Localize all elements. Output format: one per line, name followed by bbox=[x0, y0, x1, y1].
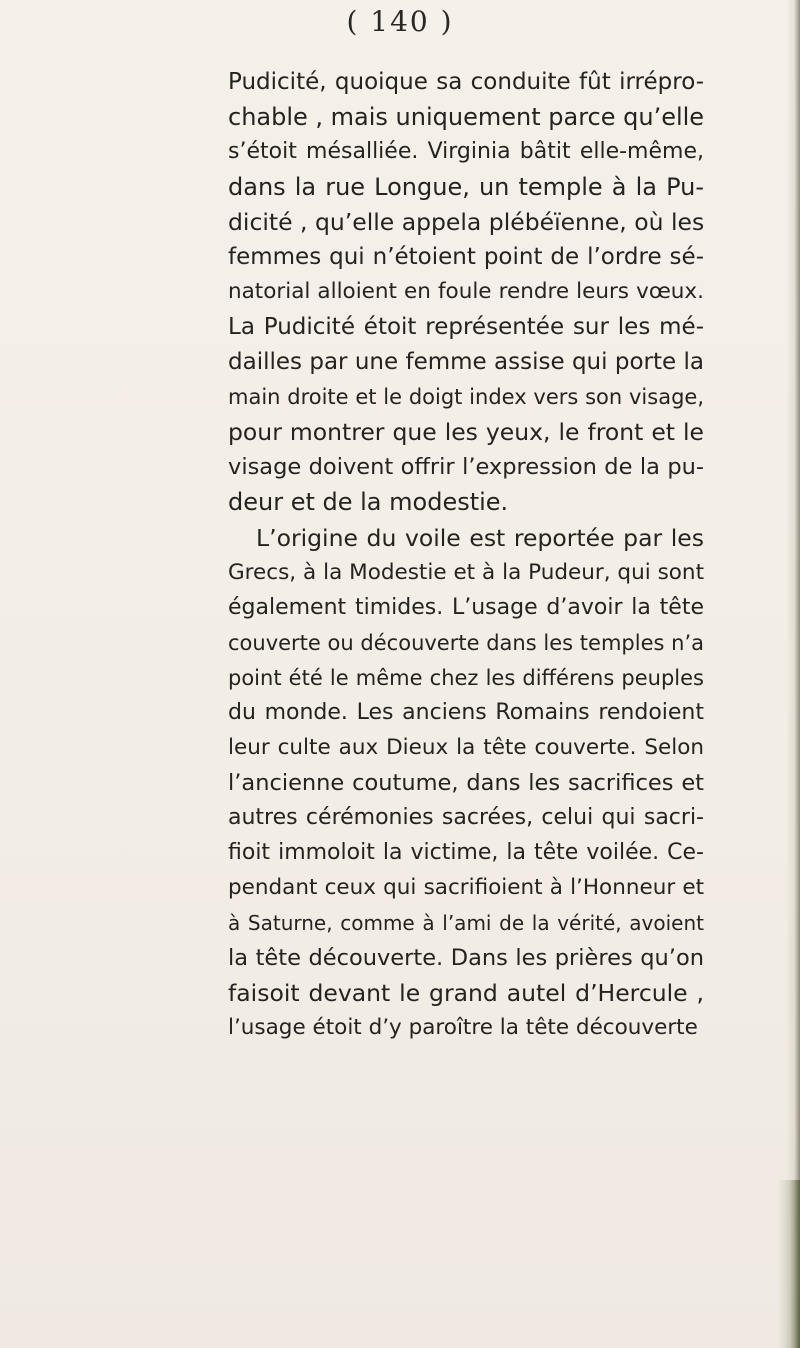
text-line: pendant ceux qui sacrifioient à l’Honneur et bbox=[228, 875, 704, 900]
text-line: visage doivent offrir l’expression de la pu- bbox=[228, 454, 704, 480]
text-line: chable , mais uniquement parce qu’elle bbox=[228, 103, 705, 131]
text-line: également timides. L’usage d’avoir la tête bbox=[228, 595, 704, 620]
text-line: à Saturne, comme à l’ami de la vérité, avoient bbox=[228, 911, 704, 935]
page-number: ( 140 ) bbox=[346, 5, 454, 38]
text-line: fioit immoloit la victime, la tête voilée. Ce- bbox=[228, 840, 704, 865]
text-line: point été le même chez les différens peuples bbox=[228, 666, 704, 690]
page-edge-shadow bbox=[786, 0, 800, 1348]
text-line: pour montrer que les yeux, le front et le bbox=[228, 418, 704, 446]
text-line: couverte ou découverte dans les temples n’a bbox=[228, 631, 704, 655]
text-line: main droite et le doigt index vers son visage, bbox=[228, 385, 704, 409]
text-line: deur et de la modestie. bbox=[228, 488, 509, 516]
text-line: l’ancienne coutume, dans les sacrifices et bbox=[228, 770, 704, 796]
text-line: L’origine du voile est reportée par les bbox=[256, 524, 704, 552]
text-line: natorial alloient en foule rendre leurs vœux. bbox=[228, 279, 704, 304]
text-line: la tête découverte. Dans les prières qu’on bbox=[228, 945, 704, 971]
text-line: dailles par une femme assise qui porte la bbox=[228, 349, 704, 375]
text-line: Grecs, à la Modestie et à la Pudeur, qui sont bbox=[228, 560, 704, 585]
text-line: l’usage étoit d’y paroître la tête découverte bbox=[228, 1015, 698, 1040]
text-line: La Pudicité étoit représentée sur les mé- bbox=[228, 314, 704, 340]
text-line: du monde. Les anciens Romains rendoient bbox=[228, 700, 704, 725]
text-line: Pudicité, quoique sa conduite fût irrépro- bbox=[228, 69, 704, 95]
text-line: s’étoit mésalliée. Virginia bâtit elle-même, bbox=[228, 139, 704, 164]
text-line: dicité , qu’elle appela plébéïenne, où les bbox=[228, 208, 705, 236]
text-line: faisoit devant le grand autel d’Hercule , bbox=[228, 979, 704, 1007]
text-line: dans la rue Longue, un temple à la Pu- bbox=[228, 173, 704, 201]
page-edge-stain bbox=[778, 1180, 800, 1348]
text-line: femmes qui n’étoient point de l’ordre sé- bbox=[228, 244, 704, 270]
text-line: leur culte aux Dieux la tête couverte. Selon bbox=[228, 735, 704, 760]
text-line: autres cérémonies sacrées, celui qui sacri- bbox=[228, 805, 704, 830]
